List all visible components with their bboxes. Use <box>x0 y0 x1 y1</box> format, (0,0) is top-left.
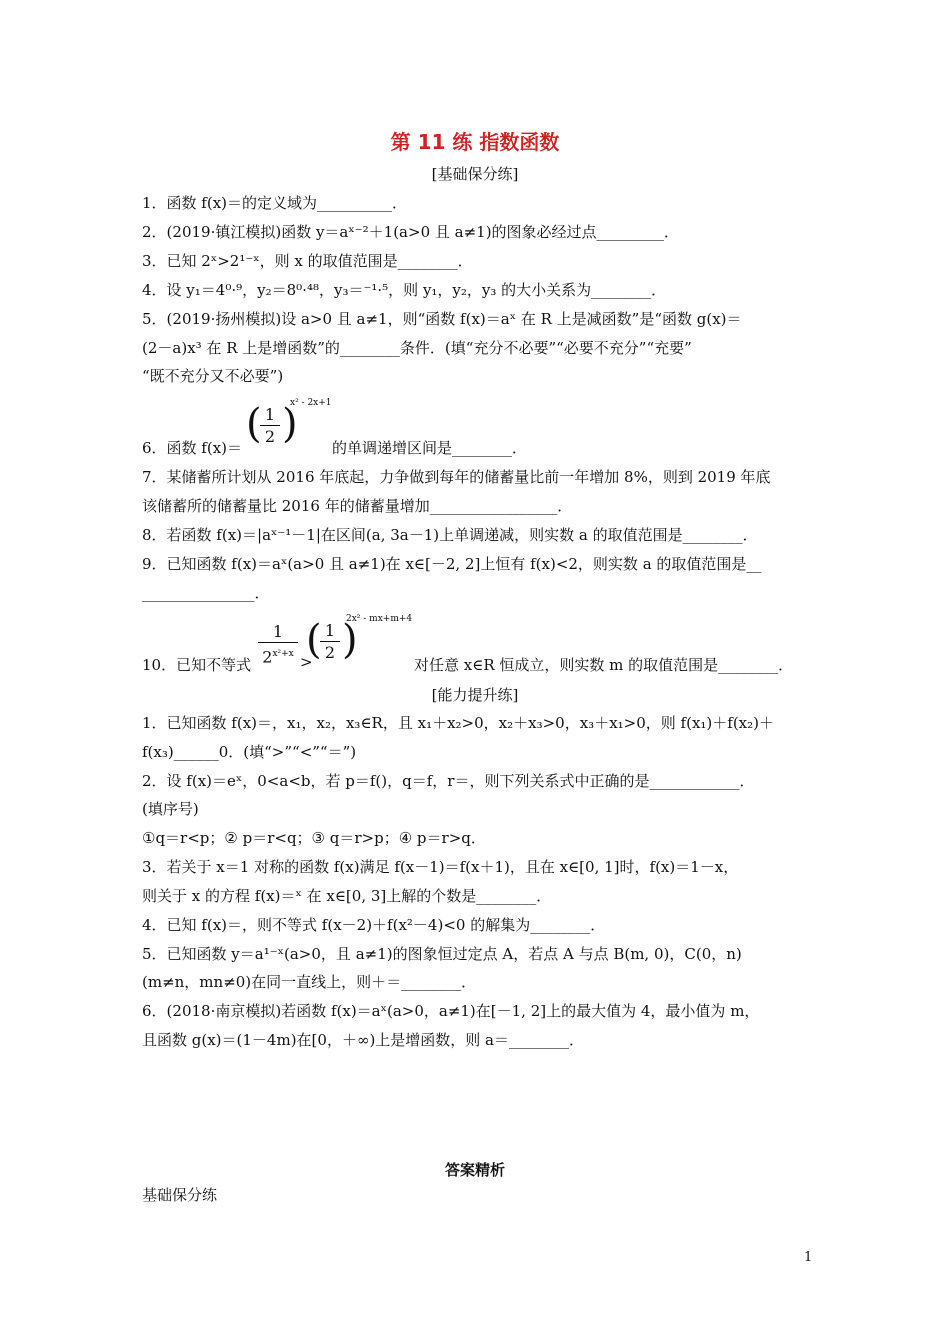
q10-right-denominator: 2 <box>324 643 336 662</box>
q6-exponent: x² - 2x+1 <box>290 398 332 408</box>
basic-q10-suffix: 对任意 x∈R 恒成立，则实数 m 的取值范围是________． <box>414 656 794 674</box>
basic-q7-line2: 该储蓄所的储蓄量比 2016 年的储蓄量增加_________________． <box>142 497 573 515</box>
basic-q5-line3: “既不充分又不必要”) <box>142 367 284 385</box>
basic-q10-prefix: 10．已知不等式 <box>142 656 252 674</box>
q10-left-exponent: x²+x <box>272 649 294 659</box>
q10-right-exponent: 2x² - mx+m+4 <box>346 614 413 624</box>
basic-q9-line2: _______________． <box>142 584 270 602</box>
q6-fraction <box>260 405 280 448</box>
section-basic-heading: [基础保分练] <box>431 165 519 183</box>
page-number: 1 <box>804 1250 813 1265</box>
adv-q5-line2: (m≠n，mn≠0)在同一直线上，则＋＝________． <box>142 973 477 991</box>
basic-q6-prefix: 6．函数 f(x)＝ <box>142 439 243 457</box>
basic-q1: 1．函数 f(x)＝的定义域为__________． <box>142 194 408 212</box>
adv-q2-options: ①q＝r<p；② p＝r<q；③ q＝r>p；④ p＝r>q． <box>142 829 486 847</box>
adv-q3-line2: 则关于 x 的方程 f(x)＝ˣ 在 x∈[0, 3]上解的个数是________． <box>142 887 552 905</box>
adv-q1-line2: f(x₃)______0．(填“>”“<”“＝”) <box>142 743 357 761</box>
basic-q5-line1: 5．(2019·扬州模拟)设 a>0 且 a≠1，则“函数 f(x)＝aˣ 在 R 上是减函数”是“函数 g(x)＝ <box>142 310 742 328</box>
adv-q6-line1: 6．(2018·南京模拟)若函数 f(x)＝aˣ(a>0，a≠1)在[－1, 2]上的最大值为 4，最小值为 m， <box>142 1002 760 1020</box>
section-advanced-heading: [能力提升练] <box>431 686 519 704</box>
adv-q2-line2: (填序号) <box>142 800 199 818</box>
q10-left-base: 2 <box>262 647 273 667</box>
q6-denominator: 2 <box>264 427 276 446</box>
q10-left-paren: ( <box>306 617 322 663</box>
adv-q1-line1: 1．已知函数 f(x)＝，x₁，x₂，x₃∈R，且 x₁＋x₂>0，x₂＋x₃>0，x₃＋x₁>0，则 f(x₁)＋f(x₂)＋ <box>142 714 775 732</box>
basic-q4: 4．设 y₁＝4⁰·⁹，y₂＝8⁰·⁴⁸，y₃＝⁻¹·⁵，则 y₁，y₂，y₃ 的大小关系为________． <box>142 281 667 299</box>
basic-q3: 3．已知 2ˣ>2¹⁻ˣ，则 x 的取值范围是________． <box>142 252 473 270</box>
q6-right-paren: ) <box>282 401 298 447</box>
basic-q6-suffix: 的单调递增区间是________． <box>332 439 528 457</box>
basic-q5-line2: (2－a)x³ 在 R 上是增函数”的________条件．(填“充分不必要”“必要不充分”“充要” <box>142 339 692 357</box>
adv-q2-line1: 2．设 f(x)＝eˣ，0<a<b，若 p＝f()，q＝f，r＝，则下列关系式中正确的是____________． <box>142 772 755 790</box>
adv-q6-line2: 且函数 g(x)＝(1－4m)在[0，＋∞)上是增函数，则 a＝________． <box>142 1031 585 1049</box>
basic-q8: 8．若函数 f(x)＝|aˣ⁻¹－1|在区间(a, 3a－1)上单调递减，则实数 a 的取值范围是________． <box>142 526 758 544</box>
page-title: 第 11 练 指数函数 <box>390 130 560 154</box>
q10-right-paren: ) <box>342 617 358 663</box>
basic-q7-line1: 7．某储蓄所计划从 2016 年底起，力争做到每年的储蓄量比前一年增加 8%，则到 2019 年底 <box>142 468 771 486</box>
adv-q3-line1: 3．若关于 x＝1 对称的函数 f(x)满足 f(x－1)＝f(x＋1)，且在 x∈[0, 1]时，f(x)＝1－x， <box>142 858 739 876</box>
q6-numerator: 1 <box>260 405 280 426</box>
answer-heading: 答案精析 <box>444 1161 505 1179</box>
adv-q4: 4．已知 f(x)＝，则不等式 f(x－2)＋f(x²－4)<0 的解集为________． <box>142 916 606 934</box>
q10-greater-sign: > <box>300 653 313 671</box>
q10-right-fraction <box>320 621 340 664</box>
q10-right-numerator: 1 <box>320 621 340 642</box>
adv-q5-line1: 5．已知函数 y＝a¹⁻ˣ(a>0，且 a≠1)的图象恒过定点 A，若点 A 与点 B(m, 0)，C(0，n) <box>142 945 742 963</box>
answer-subheading: 基础保分练 <box>142 1186 218 1204</box>
q6-left-paren: ( <box>246 401 262 447</box>
basic-q9-line1: 9．已知函数 f(x)＝aˣ(a>0 且 a≠1)在 x∈[－2, 2]上恒有 f(x)<2，则实数 a 的取值范围是__ <box>142 555 762 573</box>
q10-left-denominator <box>258 643 298 668</box>
basic-q2: 2．(2019·镇江模拟)函数 y＝aˣ⁻²＋1(a>0 且 a≠1)的图象必经过点_________． <box>142 223 680 241</box>
q10-left-numerator: 1 <box>258 622 298 643</box>
q10-left-fraction <box>258 622 298 668</box>
